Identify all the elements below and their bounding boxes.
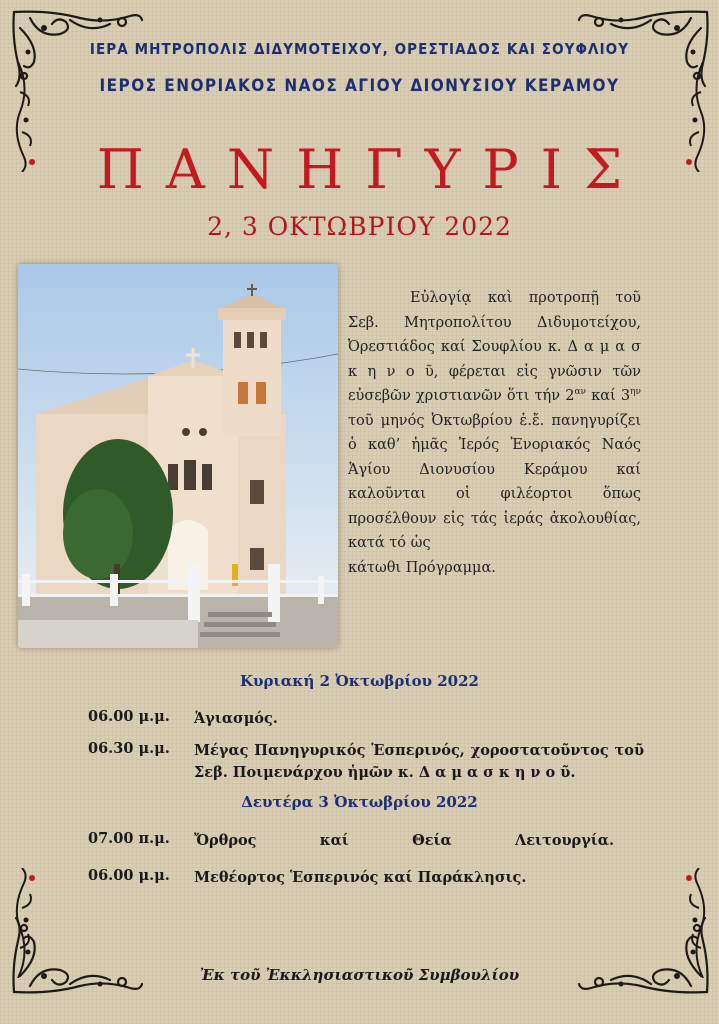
page-title: ΠΑΝΗΓΥΡΙΣ xyxy=(96,138,645,201)
scroll-icon xyxy=(10,868,40,978)
schedule-day-monday: Δευτέρα 3 Ὀκτωβρίου 2022 xyxy=(241,793,478,811)
announcement-text xyxy=(348,286,641,580)
festival-date: 2, 3 ΟΚΤΩΒΡΙΟΥ 2022 xyxy=(207,212,512,241)
ordinal-suffix-3: ην xyxy=(630,387,642,398)
announcement-part3: τοῦ μηνός Ὀκτωβρίου ἐ.ἔ. πανηγυρίζει ὁ καθ’ ἡμᾶς Ἱερός Ἐνοριακός Ναός Ἁγίου Διονυσίου Κεράμου καί καλοῦνται οἱ φιλέορτοι ὅπως προσέλθουν εἰς τάς ἱεράς ἀκολουθίας, κατά τό ὡς xyxy=(348,412,641,551)
event-time: 06.30 μ.μ. xyxy=(88,740,170,757)
announcement-last-line: κάτωθι Πρόγραμμα. xyxy=(348,559,496,576)
metropolis-heading: ΙΕΡΑ ΜΗΤΡΟΠΟΛΙΣ ΔΙΔΥΜΟΤΕΙΧΟΥ, ΟΡΕΣΤΙΑΔΟΣ ΚΑΙ ΣΟΥΦΛΙΟΥ xyxy=(89,40,630,58)
church-heading: ΙΕΡΟΣ ΕΝΟΡΙΑΚΟΣ ΝΑΟΣ ΑΓΙΟΥ ΔΙΟΝΥΣΙΟΥ ΚΕΡΑΜΟΥ xyxy=(99,76,620,96)
side-ornament-bottom-left xyxy=(10,868,40,978)
event-description: Μέγας Πανηγυρικός Ἑσπερινός, χοροστατοῦντος τοῦ xyxy=(194,742,644,759)
church-photo xyxy=(18,264,338,648)
announcement-part2: καί 3 xyxy=(586,388,631,404)
event-description: Μεθέορτος Ἑσπερινός καί Παράκλησις. xyxy=(194,869,527,886)
announcement-part1: Εὐλογίᾳ καὶ προτροπῇ τοῦ Σεβ. Μητροπολίτου Διδυμοτείχου, Ὀρεστιάδος καί Σουφλίου κ. Δ α μ α σ κ η ν ο ῦ, φέρεται εἰς γνῶσιν τῶν εὐσεβῶν χριστιανῶν ὅτι τήν 2 xyxy=(348,290,641,404)
event-description-continued: Σεβ. Ποιμενάρχου ἡμῶν κ. Δ α μ α σ κ η ν ο ῦ. xyxy=(194,764,576,781)
event-time: 06.00 μ.μ. xyxy=(88,708,170,725)
event-time: 06.00 μ.μ. xyxy=(88,867,170,884)
side-ornament-bottom-right xyxy=(681,868,711,978)
schedule-day-sunday: Κυριακή 2 Ὀκτωβρίου 2022 xyxy=(240,672,479,690)
scroll-icon xyxy=(681,868,711,978)
event-description: Ὄρθρος καί Θεία Λειτουργία. xyxy=(194,832,614,849)
ordinal-suffix-2: αν xyxy=(574,387,587,398)
event-description: Ἁγιασμός. xyxy=(194,710,278,727)
event-time: 07.00 π.μ. xyxy=(88,830,170,847)
signature-footer: Ἐκ τοῦ Ἐκκλησιαστικοῦ Συμβουλίου xyxy=(199,966,520,984)
